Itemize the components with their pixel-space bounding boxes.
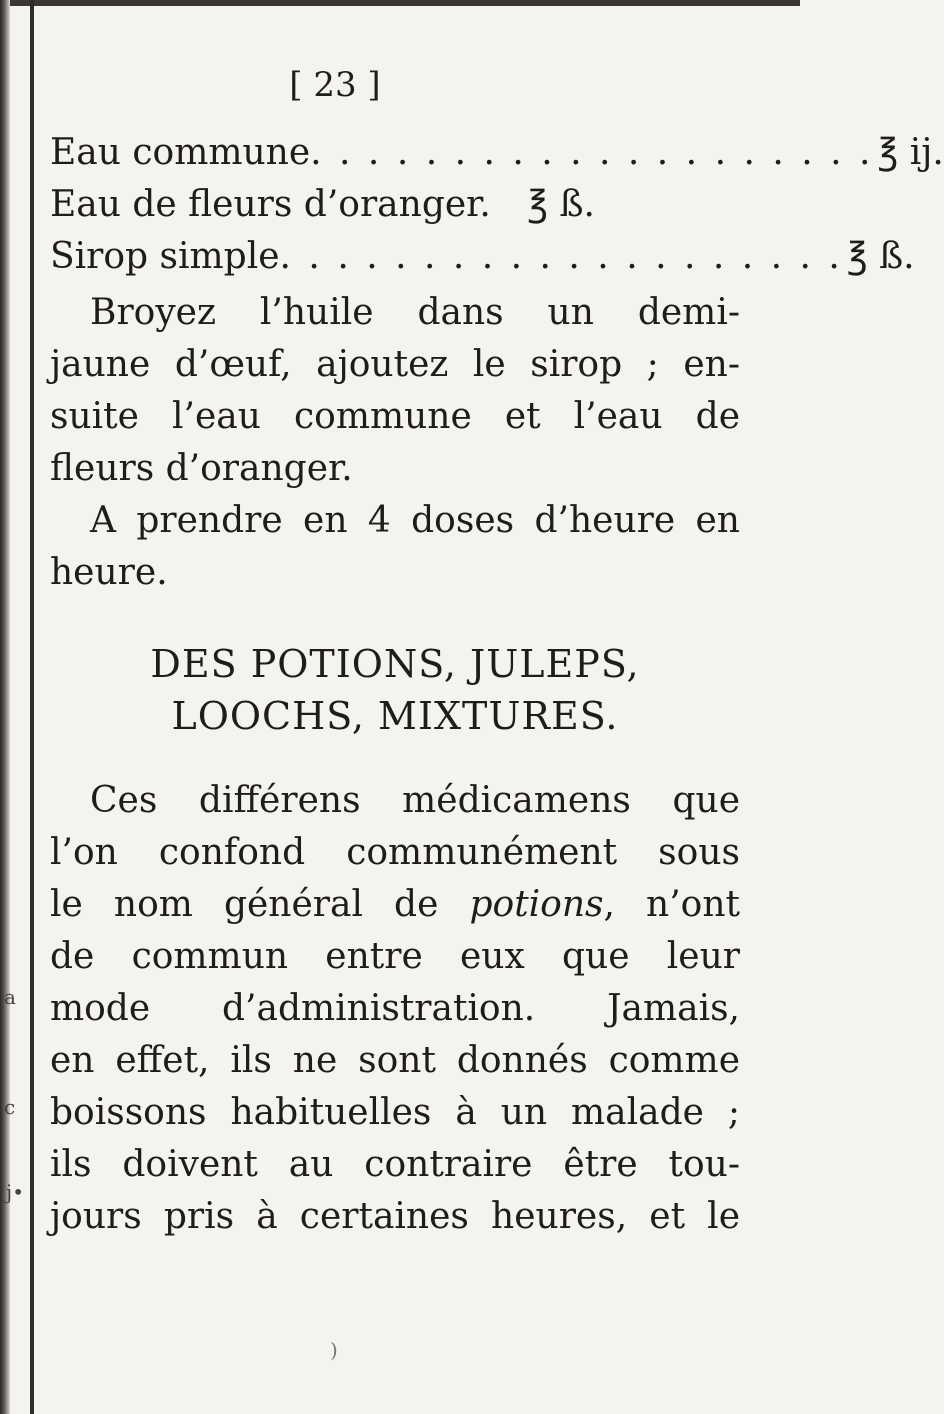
paragraph-line: Ces différens médicamens que [90,780,740,821]
paragraph-line: boissons habituelles à un malade ; [50,1092,740,1133]
ingredient-name: Eau de fleurs d’oranger. [50,184,491,225]
dose-line: heure. [50,552,168,593]
paragraph-line: jours pris à certaines heures, et le [50,1196,740,1237]
ingredient-quantity: ℥ ß. [846,236,915,277]
instruction-line: Broyez l’huile dans un demi- [90,292,740,333]
page-top-edge [0,0,800,6]
ingredient-quantity: ℥ ß. [527,184,595,225]
margin-mark: j• [6,1180,24,1204]
paragraph-line [50,879,740,931]
ingredient-quantity: ℥ ij. [877,132,944,173]
paragraph-text: , n’ont [603,884,741,925]
dose-line: A prendre en 4 doses d’heure en [90,500,740,541]
paragraph-line: l’on confond communément sous [50,832,740,873]
emphasized-term: potions [469,884,604,925]
paragraph-line: en effet, ils ne sont donnés comme [50,1040,740,1081]
margin-mark: c [4,1095,16,1119]
page-number: [ 23 ] [289,65,381,105]
leader-dots [491,179,523,231]
leader-dots: . . . . . . . . . . . . . . . . . . . . [279,236,843,277]
instruction-line: suite l’eau commune et l’eau de [50,396,740,437]
ingredient-name: Sirop simple [50,236,280,277]
leader-dots: . . . . . . . . . . . . . . . . . . . . [310,132,874,173]
margin-mark: a [4,985,16,1009]
recipe-line [50,127,944,179]
footer-mark: ) [330,1338,338,1362]
recipe-line [50,231,915,283]
recipe-line [50,179,595,231]
paragraph-line: mode d’administration. Jamais, [50,988,740,1029]
ingredient-name: Eau commune [50,132,311,173]
instruction-line: jaune d’œuf, ajoutez le sirop ; en- [50,344,740,385]
paragraph-line: ils doivent au contraire être tou- [50,1144,740,1185]
paragraph-line: de commun entre eux que leur [50,936,740,977]
gutter-line [30,0,34,1414]
instruction-line: fleurs d’oranger. [50,448,353,489]
section-heading: LOOCHS, MIXTURES. [171,694,619,738]
paragraph-text: le nom général de [50,884,470,925]
section-heading: DES POTIONS, JULEPS, [150,642,640,686]
